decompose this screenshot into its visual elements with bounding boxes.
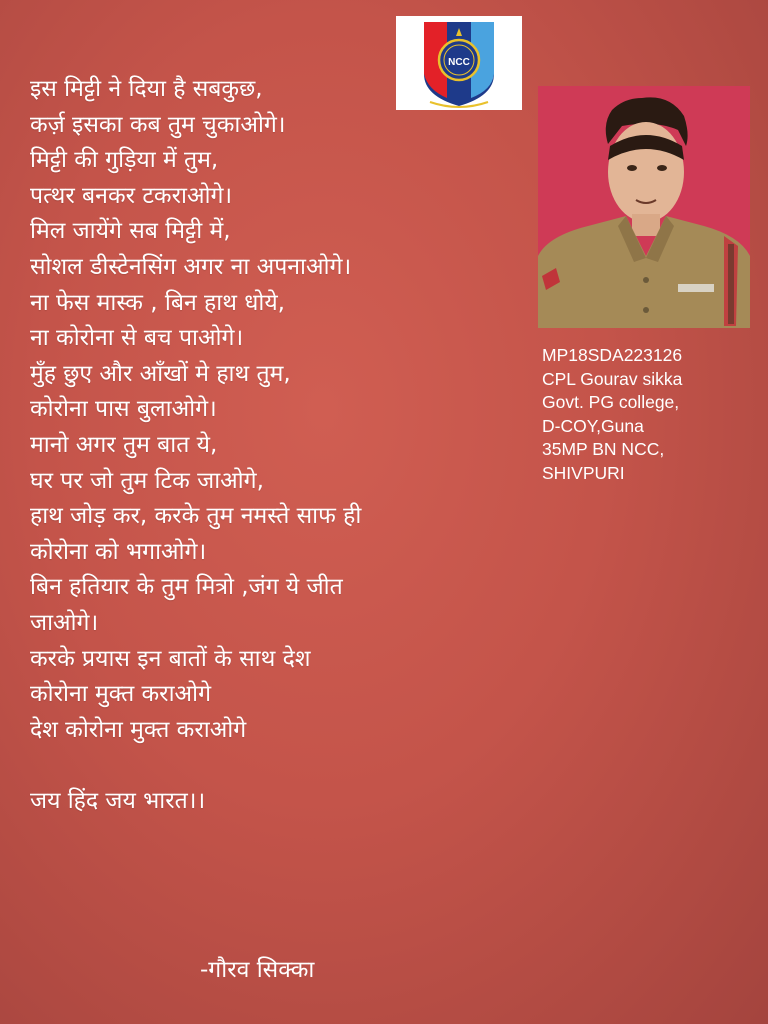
- poem-line: बिन हतियार के तुम मित्रो ,जंग ये जीत: [30, 574, 343, 601]
- cadet-portrait-photo: [538, 86, 750, 328]
- poem-line: ना फेस मास्क , बिन हाथ धोये,: [30, 289, 285, 316]
- poem: [30, 72, 530, 819]
- poem-line: मिल जायेंगे सब मिट्टी में,: [30, 218, 231, 245]
- cadet-company: D-COY,Guna: [542, 415, 644, 436]
- poem-line: देश कोरोना मुक्त कराओगे: [30, 716, 247, 743]
- poem-line: मिट्टी की गुड़िया में तुम,: [30, 147, 219, 174]
- poem-line: मुँह छुए और आँखों मे हाथ तुम,: [30, 360, 291, 387]
- poem-line: घर पर जो तुम टिक जाओगे,: [30, 467, 264, 494]
- poem-line: सोशल डीस्टेनसिंग अगर ना अपनाओगे।: [30, 253, 352, 280]
- cadet-college: Govt. PG college,: [542, 392, 680, 412]
- cadet-location: SHIVPURI: [542, 462, 625, 483]
- poem-line: मानो अगर तुम बात ये,: [30, 431, 218, 458]
- poem-line: कोरोना को भगाओगे।: [30, 538, 207, 565]
- poem-line: कर्ज़ इसका कब तुम चुकाओगे।: [30, 111, 286, 138]
- poem-signature: -गौरव सिक्का: [200, 957, 315, 983]
- cadet-caption: [542, 344, 764, 485]
- cadet-battalion: 35MP BN NCC,: [542, 439, 665, 459]
- emblem-text: NCC: [448, 57, 470, 68]
- poem-line: इस मिट्टी ने दिया है सबकुछ,: [30, 76, 263, 102]
- poem-closing-line: जय हिंद जय भारत।।: [30, 787, 206, 814]
- poem-spacer: [30, 748, 530, 784]
- poem-line: करके प्रयास इन बातों के साथ देश: [30, 645, 311, 672]
- cadet-name: CPL Gourav sikka: [542, 368, 683, 389]
- cadet-portrait-icon: [538, 86, 750, 328]
- poem-line: कोरोना पास बुलाओगे।: [30, 396, 217, 423]
- poem-line: कोरोना मुक्त कराओगे: [30, 681, 212, 708]
- poem-line: हाथ जोड़ कर, करके तुम नमस्ते साफ ही: [30, 503, 362, 530]
- cadet-regimental-number: MP18SDA223126: [542, 345, 683, 365]
- poem-line: ना कोरोना से बच पाओगे।: [30, 325, 244, 352]
- poem-line: जाओगे।: [30, 609, 99, 636]
- poem-line: पत्थर बनकर टकराओगे।: [30, 182, 233, 209]
